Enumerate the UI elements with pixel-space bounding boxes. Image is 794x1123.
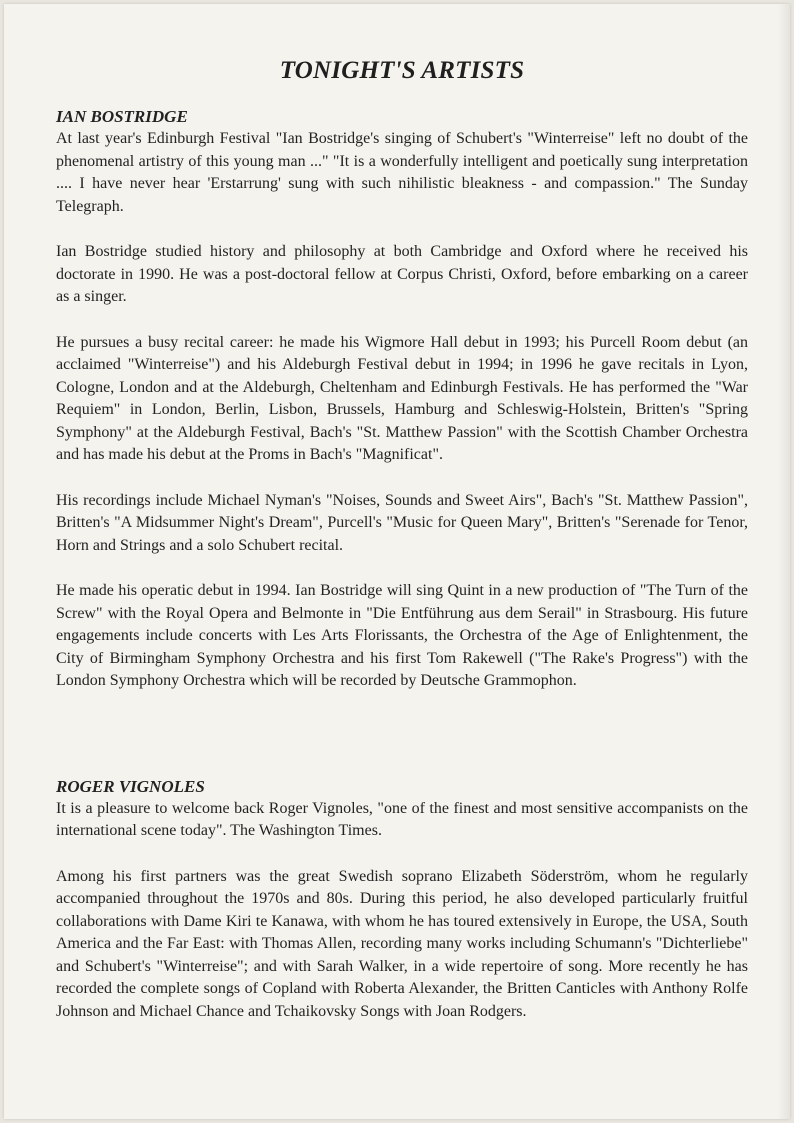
page-content [56,54,748,1046]
artist-name: ROGER VIGNOLES [56,776,205,796]
page-title: TONIGHT'S ARTISTS [279,57,525,84]
artist-paragraph: He pursues a busy recital career: he made his Wigmore Hall debut in 1993; his Purcell Room debut (an acclaimed "Winterreise") and his Aldeburgh Festival debut in 1994; in 1996 he gave recitals in Lyon, Cologne, London and at the Aldeburgh, Cheltenham and Edinburgh Festivals. He has performed the "War Requiem" in London, Berlin, Lisbon, Brussels, Hamburg and Schleswig-Holstein, Britten's "Spring Symphony" at the Aldeburgh Festival, Bach's "St. Matthew Passion" with the Scottish Chamber Orchestra and has made his debut at the Proms in Bach's "Magnificat". [56,333,748,463]
artist-paragraph: He made his operatic debut in 1994. Ian Bostridge will sing Quint in a new production of "The Turn of the Screw" with the Royal Opera and Belmonte in "Die Entführung aus dem Serail" in Strasbourg. His future engagements include concerts with Les Arts Florissants, the Orchestra of the Age of Enlightenment, the City of Birmingham Symphony Orchestra and his first Tom Rakewell ("The Rake's Progress") with the London Symphony Orchestra which will be recorded by Deutsche Grammophon. [56,582,748,689]
artist-section-roger-vignoles [56,776,748,1024]
page-edge-shadow [778,4,790,1119]
artist-name: IAN BOSTRIDGE [56,107,188,126]
programme-page [4,4,790,1119]
artist-paragraph: It is a pleasure to welcome back Roger Vignoles, "one of the finest and most sensitive accompanists on the international scene today". The Washington Times. [56,799,748,839]
artist-paragraph: At last year's Edinburgh Festival "Ian Bostridge's singing of Schubert's "Winterreise" left no doubt of the phenomenal artistry of this young man ..." "It is a wonderfully intelligent and poetically sung interpretation .... I have never hear 'Erstarrung' sung with such nihilistic bleakness - and compassion." The Sunday Telegraph. [56,130,748,215]
artist-paragraph: His recordings include Michael Nyman's "Noises, Sounds and Sweet Airs", Bach's "St. Matthew Passion", Britten's "A Midsummer Night's Dream", Purcell's "Music for Queen Mary", Britten's "Serenade for Tenor, Horn and Strings and a solo Schubert recital. [56,491,748,554]
section-spacer [56,716,748,776]
artist-paragraph: Ian Bostridge studied history and philosophy at both Cambridge and Oxford where he received his doctorate in 1990. He was a post-doctoral fellow at Corpus Christi, Oxford, before embarking on a career as a singer. [56,243,748,305]
artist-section-ian-bostridge [56,106,748,693]
artist-paragraph: Among his first partners was the great Swedish soprano Elizabeth Söderström, whom he regularly accompanied throughout the 1970s and 80s. During this period, he also developed particularly fruitful collaborations with Dame Kiri te Kanawa, with whom he has toured extensively in Europe, the USA, South America and the Far East: with Thomas Allen, recording many works including Schumann's "Dichterliebe" and Schubert's "Winterreise"; and with Sarah Walker, in a wide repertoire of song. More recently he has recorded the complete songs of Copland with Roberta Alexander, the Britten Canticles with Anthony Rolfe Johnson and Michael Chance and Tchaikovsky Songs with Joan Rodgers. [56,867,748,1020]
